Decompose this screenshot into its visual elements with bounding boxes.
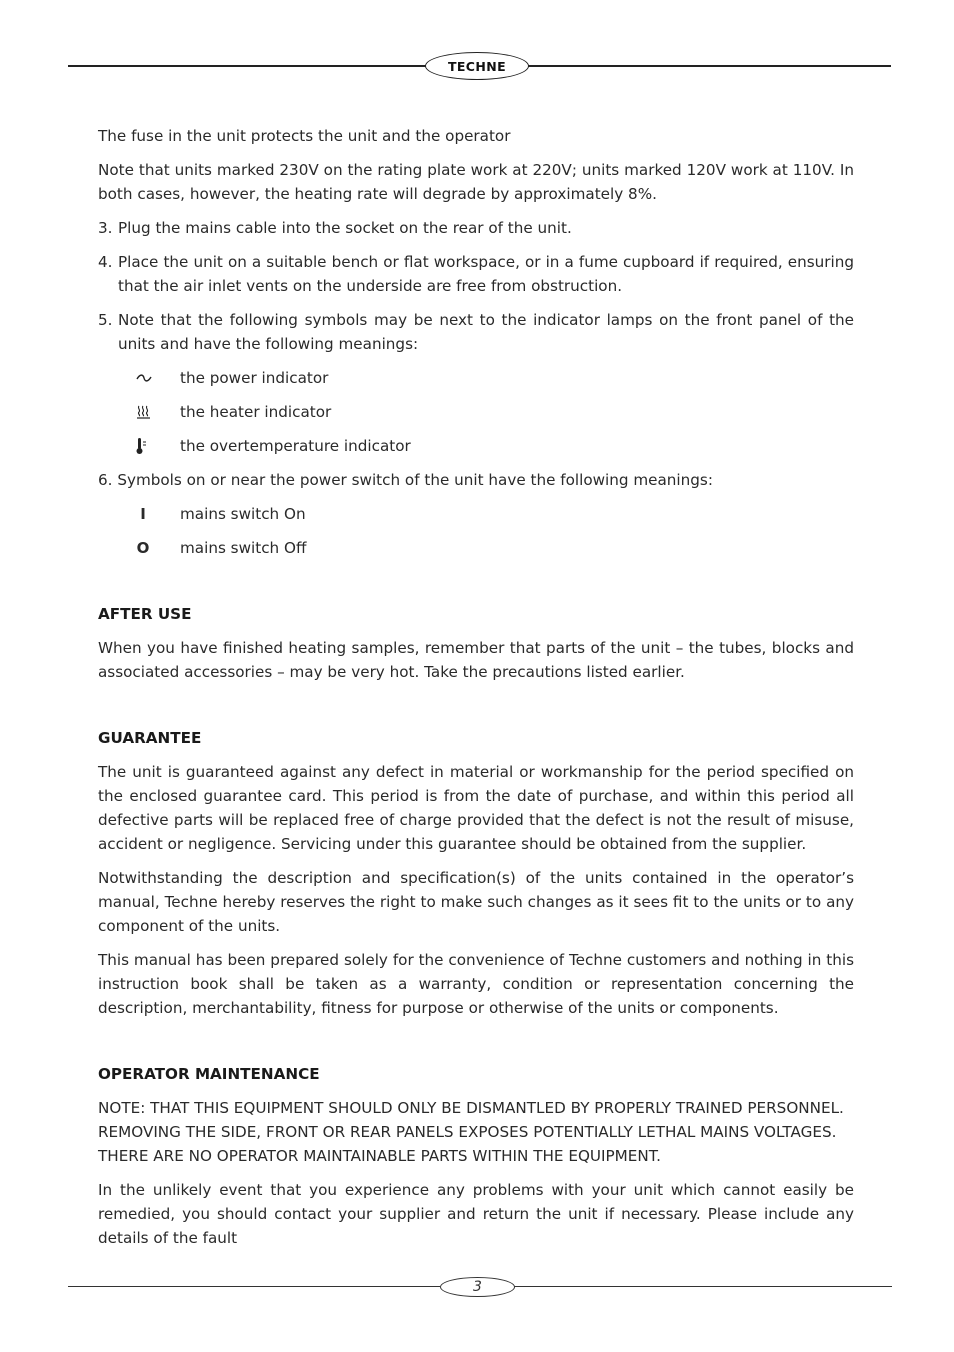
switch-on-symbol: I — [140, 505, 146, 523]
guarantee-paragraph: This manual has been prepared solely for the convenience of Techne customers and nothing in this instruction book shall be taken as a warranty, condition or representation concerning the description, merchantability, fitness for purpose or otherwise of the units or components. — [98, 951, 854, 1017]
step-4: 4. Place the unit on a suitable bench or flat workspace, or in a fume cupboard if required, ensuring that the air inlet vents on the underside are free from obstruction. — [98, 253, 854, 295]
header-rule-left — [68, 65, 428, 67]
footer-rule-right — [514, 1286, 892, 1287]
switch-row-off: O mains switch Off — [98, 536, 854, 560]
intro-voltage-note: Note that units marked 230V on the rating plate work at 220V; units marked 120V work at 110V. In both cases, however, the heating rate will degrade by approximately 8%. — [98, 161, 854, 203]
step-6: 6. Symbols on or near the power switch of the unit have the following meanings: — [98, 471, 713, 489]
symbol-row-heater: the heater indicator — [98, 400, 854, 424]
maintenance-text: In the unlikely event that you experience any problems with your unit which cannot easily be remedied, you should contact your supplier and return the unit if necessary. Please include any details of the fault — [98, 1181, 854, 1247]
tilde-power-icon — [98, 373, 180, 383]
heater-waves-icon — [98, 405, 180, 419]
after-use-text: When you have finished heating samples, remember that parts of the unit – the tubes, blocks and associated accessories – may be very hot. Take the precautions listed earlier. — [98, 639, 854, 681]
after-use-heading: AFTER USE — [98, 605, 192, 623]
header-rule-right — [526, 65, 891, 67]
page-body — [98, 124, 854, 1260]
logo-text: TECHNE — [447, 58, 507, 74]
thermometer-icon — [98, 437, 180, 455]
symbol-row-power: the power indicator — [98, 366, 854, 390]
footer-rule-left — [68, 1286, 440, 1287]
symbol-row-overtemp: the overtemperature indicator — [98, 434, 854, 458]
guarantee-heading: GUARANTEE — [98, 729, 202, 747]
switch-off-symbol: O — [136, 539, 150, 557]
maintenance-heading: OPERATOR MAINTENANCE — [98, 1065, 320, 1083]
techne-logo — [425, 52, 529, 80]
guarantee-paragraph: Notwithstanding the description and specification(s) of the units contained in the operator’s manual, Techne hereby reserves the right to make such changes as it sees fit to the units or to any component of the units. — [98, 869, 854, 935]
page-number: 3 — [440, 1277, 515, 1297]
switch-row-on: I mains switch On — [98, 502, 854, 526]
step-3: 3. Plug the mains cable into the socket on the rear of the unit. — [98, 219, 572, 237]
step-5: 5. Note that the following symbols may be next to the indicator lamps on the front panel of the units and have the following meanings: — [98, 311, 854, 353]
maintenance-note: NOTE: THAT THIS EQUIPMENT SHOULD ONLY BE DISMANTLED BY PROPERLY TRAINED PERSONNEL. REMOVING THE SIDE, FRONT OR REAR PANELS EXPOSES POTENTIALLY LETHAL MAINS VOLTAGES. THERE ARE NO OPERATOR MAINTAINABLE PARTS WITHIN THE EQUIPMENT. — [98, 1099, 844, 1165]
intro-fuse: The fuse in the unit protects the unit and the operator — [98, 127, 511, 145]
guarantee-paragraph: The unit is guaranteed against any defect in material or workmanship for the period specified on the enclosed guarantee card. This period is from the date of purchase, and within this period all defective parts will be replaced free of charge provided that the defect is not the result of misuse, accident or negligence. Servicing under this guarantee should be obtained from the supplier. — [98, 763, 854, 853]
